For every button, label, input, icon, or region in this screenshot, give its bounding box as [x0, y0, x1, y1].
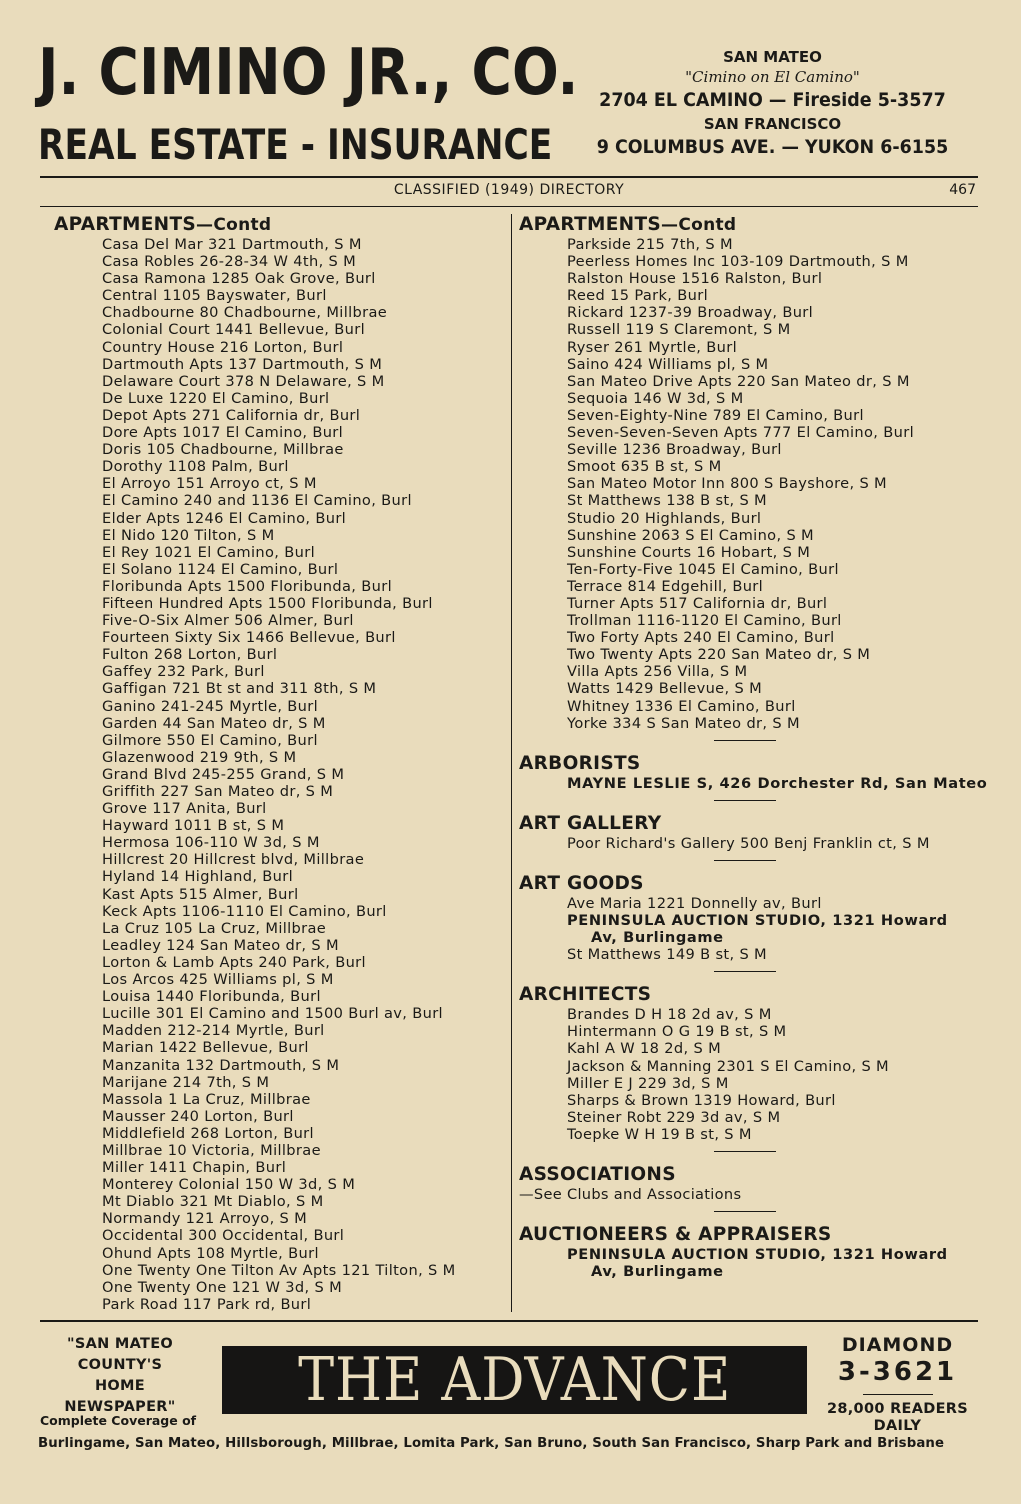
- newspaper-banner: [222, 1346, 807, 1414]
- apartment-entry: Madden 212-214 Myrtle, Burl: [102, 1022, 325, 1040]
- right-column: [519, 214, 988, 1281]
- see-reference: —See Clubs and Associations: [519, 1186, 742, 1204]
- apartment-entry: Rickard 1237-39 Broadway, Burl: [567, 304, 814, 322]
- coverage-label: Complete Coverage of: [40, 1413, 197, 1428]
- office2-city: SAN FRANCISCO: [703, 115, 842, 133]
- office2-address: 9 COLUMBUS AVE. — YUKON 6-6155: [596, 136, 949, 158]
- architect-entry: Jackson & Manning 2301 S El Camino, S M: [567, 1057, 889, 1075]
- apartment-entry: Grove 117 Anita, Burl: [102, 800, 267, 818]
- office1-address: 2704 EL CAMINO — Fireside 5-3577: [599, 89, 946, 111]
- phone-exchange: DIAMOND: [841, 1334, 954, 1356]
- apartment-entry: Leadley 124 San Mateo dr, S M: [102, 936, 339, 954]
- apartment-entry: Fourteen Sixty Six 1466 Bellevue, Burl: [102, 629, 396, 647]
- apartment-entry: De Luxe 1220 El Camino, Burl: [102, 389, 330, 407]
- apartment-entry: Country House 216 Lorton, Burl: [102, 338, 344, 356]
- apartment-entry: Delaware Court 378 N Delaware, S M: [102, 372, 385, 390]
- apartment-entry: Gilmore 550 El Camino, Burl: [102, 731, 318, 749]
- apartment-entry: Hayward 1011 B st, S M: [102, 817, 285, 835]
- apartment-entry: El Camino 240 and 1136 El Camino, Burl: [102, 492, 412, 510]
- apartment-entry: Doris 105 Chadbourne, Millbrae: [102, 441, 344, 459]
- apartment-entry: Seville 1236 Broadway, Burl: [567, 441, 782, 459]
- readers-count: 28,000 READERS: [826, 1401, 969, 1417]
- running-head: [40, 182, 978, 204]
- apartment-entry: Sunshine 2063 S El Camino, S M: [567, 526, 814, 544]
- apartment-entry: Five-O-Six Almer 506 Almer, Burl: [102, 612, 354, 630]
- listing-entry: PENINSULA AUCTION STUDIO, 1321 Howard: [567, 912, 948, 929]
- apartment-entry: Grand Blvd 245-255 Grand, S M: [102, 765, 345, 783]
- running-head-rule: [40, 206, 978, 207]
- apartment-entry: Ryser 261 Myrtle, Burl: [567, 338, 737, 356]
- apartment-entry: Casa Del Mar 321 Dartmouth, S M: [102, 236, 362, 253]
- apartment-entry: Marian 1422 Bellevue, Burl: [102, 1039, 309, 1057]
- phone-number: 3-3621: [837, 1357, 958, 1387]
- apartment-entry: Trollman 1116-1120 El Camino, Burl: [567, 612, 842, 630]
- apartment-entry: Normandy 121 Arroyo, S M: [102, 1210, 308, 1228]
- apartment-entry: Ralston House 1516 Ralston, Burl: [567, 270, 823, 288]
- listing-entry: St Matthews 149 B st, S M: [567, 946, 768, 964]
- newspaper-contact: [820, 1334, 975, 1435]
- apartment-entry: Sunshine Courts 16 Hobart, S M: [567, 543, 811, 561]
- architect-entry: Brandes D H 18 2d av, S M: [567, 1006, 772, 1024]
- apartment-entry: Louisa 1440 Floribunda, Burl: [102, 988, 321, 1006]
- apartment-entry: Yorke 334 S San Mateo dr, S M: [567, 714, 800, 732]
- apartment-entry: Whitney 1336 El Camino, Burl: [567, 697, 796, 715]
- apartment-entry: Gaffigan 721 Bt st and 311 8th, S M: [102, 680, 377, 698]
- apartment-entry: Keck Apts 1106-1110 El Camino, Burl: [102, 902, 387, 920]
- apartment-entry: Saino 424 Williams pl, S M: [567, 355, 769, 373]
- apartment-entry: Studio 20 Highlands, Burl: [567, 509, 762, 527]
- apartment-entry: Smoot 635 B st, S M: [567, 458, 722, 476]
- apartment-entry: Los Arcos 425 Williams pl, S M: [102, 971, 334, 989]
- tagline-line: HOME: [95, 1378, 145, 1394]
- listing-entry: PENINSULA AUCTION STUDIO, 1321 Howard: [567, 1246, 948, 1264]
- apartment-entry: Russell 119 S Claremont, S M: [567, 321, 791, 339]
- apartment-entry: Glazenwood 219 9th, S M: [102, 748, 297, 766]
- column-divider: [511, 214, 512, 1312]
- tagline-line: NEWSPAPER": [64, 1399, 176, 1415]
- apartment-entry: Lucille 301 El Camino and 1500 Burl av, Burl: [102, 1005, 443, 1023]
- tagline-line: COUNTY'S: [77, 1357, 163, 1373]
- apartment-entry: Casa Ramona 1285 Oak Grove, Burl: [102, 270, 376, 288]
- apartment-entry: Colonial Court 1441 Bellevue, Burl: [102, 321, 365, 339]
- business-line: REAL ESTATE - INSURANCE: [38, 120, 553, 169]
- apartment-entry: Hyland 14 Highland, Burl: [102, 868, 294, 886]
- apartment-entry: El Nido 120 Tilton, S M: [102, 526, 275, 544]
- architect-entry: Steiner Robt 229 3d av, S M: [567, 1108, 781, 1126]
- apartment-entry: Fifteen Hundred Apts 1500 Floribunda, Burl: [102, 594, 433, 612]
- apartment-entry: Mausser 240 Lorton, Burl: [102, 1107, 294, 1125]
- apartment-entry: San Mateo Motor Inn 800 S Bayshore, S M: [567, 475, 887, 493]
- contact-rule: [863, 1394, 933, 1395]
- architect-entry: Sharps & Brown 1319 Howard, Burl: [567, 1091, 836, 1109]
- apartment-entry: Millbrae 10 Victoria, Millbrae: [102, 1141, 321, 1159]
- company-name: J. CIMINO JR., CO.: [38, 36, 579, 110]
- office1-city: SAN MATEO: [723, 48, 822, 66]
- apartment-entry: La Cruz 105 La Cruz, Millbrae: [102, 919, 327, 937]
- section-heading-auctioneers: AUCTIONEERS & APPRAISERS: [519, 1224, 832, 1246]
- apartment-entry: Watts 1429 Bellevue, S M: [567, 680, 763, 698]
- apartment-entry: Kast Apts 515 Almer, Burl: [102, 885, 299, 903]
- apartment-entry: St Matthews 138 B st, S M: [567, 492, 768, 510]
- apartment-entry: Park Road 117 Park rd, Burl: [102, 1295, 312, 1313]
- apartment-entry: Lorton & Lamb Apts 240 Park, Burl: [102, 953, 366, 971]
- apartment-entry: Ohund Apts 108 Myrtle, Burl: [102, 1244, 319, 1262]
- page-number: 467: [949, 182, 976, 198]
- architect-entry: Toepke W H 19 B st, S M: [567, 1125, 752, 1143]
- section-heading-art-goods: ART GOODS: [519, 872, 644, 894]
- apartment-entry: Two Forty Apts 240 El Camino, Burl: [567, 629, 835, 647]
- header-rule: [40, 176, 978, 178]
- listing-entry-continuation: Av, Burlingame: [591, 929, 724, 947]
- header-ad-right: [565, 48, 980, 160]
- apartment-entry: Sequoia 146 W 3d, S M: [567, 389, 744, 407]
- apartment-entry: Griffith 227 San Mateo dr, S M: [102, 783, 334, 800]
- apartment-entry: Two Twenty Apts 220 San Mateo dr, S M: [567, 646, 871, 664]
- apartment-entry: Dore Apts 1017 El Camino, Burl: [102, 424, 344, 442]
- running-title: CLASSIFIED (1949) DIRECTORY: [393, 182, 625, 198]
- apartment-entry: Ten-Forty-Five 1045 El Camino, Burl: [567, 560, 839, 578]
- apartment-entry: Marijane 214 7th, S M: [102, 1073, 270, 1091]
- apartment-entry: Peerless Homes Inc 103-109 Dartmouth, S M: [567, 253, 909, 271]
- section-heading-arborists: ARBORISTS: [519, 752, 641, 774]
- apartment-entry: Chadbourne 80 Chadbourne, Millbrae: [102, 304, 388, 322]
- tagline-line: "SAN MATEO: [66, 1336, 174, 1352]
- architect-list: [519, 1006, 979, 1143]
- listing-entry-continuation: Av, Burlingame: [591, 1263, 724, 1281]
- header-ad-left: [38, 36, 579, 170]
- apartment-entry: Terrace 814 Edgehill, Burl: [567, 577, 764, 595]
- apartment-entry: Villa Apts 256 Villa, S M: [567, 663, 748, 681]
- apartment-entry: Gaffey 232 Park, Burl: [102, 663, 265, 681]
- apartment-entry: Elder Apts 1246 El Camino, Burl: [102, 509, 347, 527]
- listing-entry: MAYNE LESLIE S, 426 Dorchester Rd, San Mateo: [567, 774, 988, 792]
- apartment-entry: Occidental 300 Occidental, Burl: [102, 1227, 345, 1245]
- apartment-entry: Dartmouth Apts 137 Dartmouth, S M: [102, 355, 383, 373]
- listing-entry: Poor Richard's Gallery 500 Benj Franklin ct, S M: [567, 834, 930, 852]
- apartment-entry: Seven-Eighty-Nine 789 El Camino, Burl: [567, 406, 864, 424]
- section-heading-architects: ARCHITECTS: [519, 984, 652, 1006]
- right-apartment-list: [519, 236, 979, 732]
- footer-rule: [40, 1320, 978, 1322]
- apartment-entry: El Rey 1021 El Camino, Burl: [102, 543, 315, 561]
- apartment-entry: Casa Robles 26-28-34 W 4th, S M: [102, 253, 357, 271]
- newspaper-tagline: [40, 1334, 200, 1418]
- apartment-entry: San Mateo Drive Apts 220 San Mateo dr, S M: [567, 372, 910, 390]
- apartment-entry: Floribunda Apts 1500 Floribunda, Burl: [102, 577, 392, 595]
- apartment-entry: Manzanita 132 Dartmouth, S M: [102, 1056, 340, 1074]
- apartment-entry: Parkside 215 7th, S M: [567, 236, 733, 253]
- section-heading-art-gallery: ART GALLERY: [519, 812, 662, 834]
- architect-entry: Miller E J 229 3d, S M: [567, 1074, 729, 1092]
- apartment-entry: Dorothy 1108 Palm, Burl: [102, 458, 289, 476]
- apartment-entry: Middlefield 268 Lorton, Burl: [102, 1124, 314, 1142]
- apartment-entry: Reed 15 Park, Burl: [567, 287, 708, 305]
- apartment-entry: El Solano 1124 El Camino, Burl: [102, 560, 339, 578]
- apartment-entry: Turner Apts 517 California dr, Burl: [567, 594, 828, 612]
- listing-entry: Ave Maria 1221 Donnelly av, Burl: [567, 894, 822, 912]
- section-heading-apartments-contd: APARTMENTS—Contd: [519, 214, 737, 235]
- left-apartment-list: [54, 236, 504, 1313]
- banner-text: THE ADVANCE: [297, 1346, 732, 1414]
- readers-frequency: DAILY: [873, 1418, 922, 1434]
- architect-entry: Hintermann O G 19 B st, S M: [567, 1023, 787, 1041]
- apartment-entry: El Arroyo 151 Arroyo ct, S M: [102, 475, 317, 493]
- architect-entry: Kahl A W 18 2d, S M: [567, 1040, 722, 1058]
- section-heading-apartments: APARTMENTS—Contd: [54, 214, 272, 235]
- apartment-entry: Ganino 241-245 Myrtle, Burl: [102, 697, 319, 715]
- apartment-entry: Seven-Seven-Seven Apts 777 El Camino, Burl: [567, 424, 914, 442]
- apartment-entry: Hermosa 106-110 W 3d, S M: [102, 834, 320, 852]
- coverage-towns: Burlingame, San Mateo, Hillsborough, Millbrae, Lomita Park, San Bruno, South San Francisco, Sharp Park and Brisbane: [38, 1436, 945, 1451]
- apartment-entry: Fulton 268 Lorton, Burl: [102, 646, 278, 664]
- apartment-entry: Depot Apts 271 California dr, Burl: [102, 406, 361, 424]
- section-heading-associations: ASSOCIATIONS: [519, 1164, 676, 1186]
- apartment-entry: One Twenty One Tilton Av Apts 121 Tilton, S M: [102, 1261, 456, 1279]
- apartment-entry: Mt Diablo 321 Mt Diablo, S M: [102, 1193, 324, 1211]
- apartment-entry: One Twenty One 121 W 3d, S M: [102, 1278, 343, 1296]
- apartment-entry: Miller 1411 Chapin, Burl: [102, 1159, 287, 1177]
- apartment-entry: Hillcrest 20 Hillcrest blvd, Millbrae: [102, 851, 365, 869]
- apartment-entry: Massola 1 La Cruz, Millbrae: [102, 1090, 311, 1108]
- left-column: [54, 214, 504, 1313]
- apartment-entry: Monterey Colonial 150 W 3d, S M: [102, 1176, 356, 1194]
- apartment-entry: Central 1105 Bayswater, Burl: [102, 287, 327, 305]
- office1-slogan: "Cimino on El Camino": [685, 68, 860, 86]
- apartment-entry: Garden 44 San Mateo dr, S M: [102, 714, 326, 732]
